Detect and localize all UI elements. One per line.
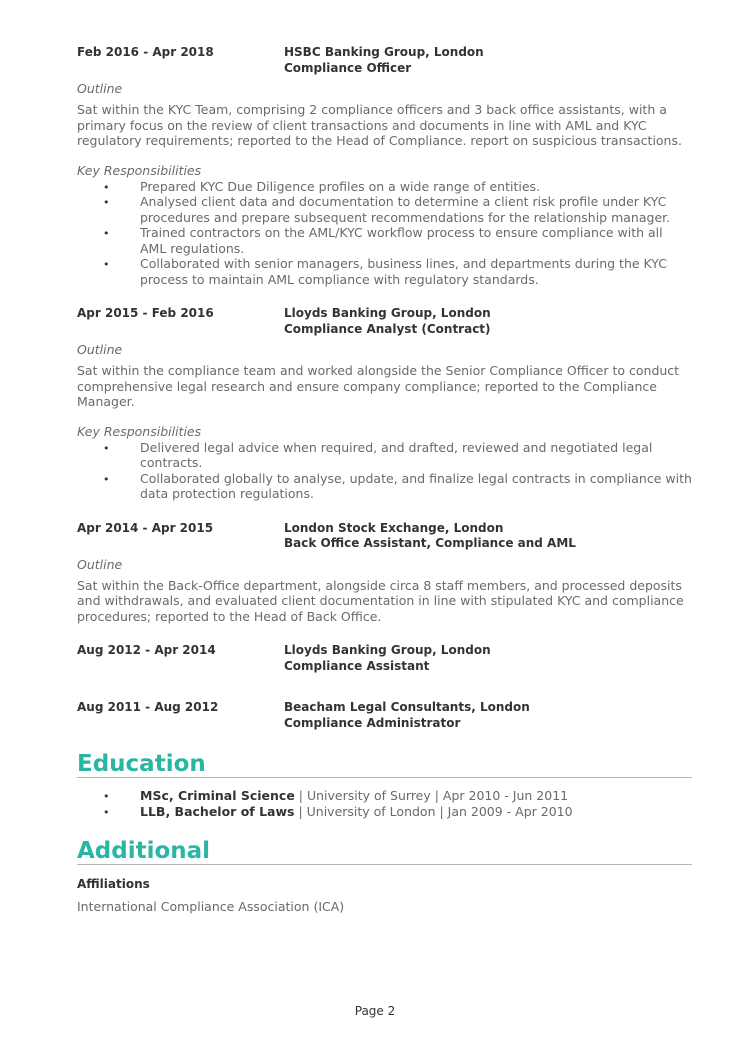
education-item [77, 804, 692, 820]
affiliations-label: Affiliations [77, 877, 150, 891]
job-company: Beacham Legal Consultants, London [284, 700, 530, 714]
list-item: • Delivered legal advice when required, and drafted, reviewed and negotiated legal contracts. [77, 440, 692, 471]
job-header [77, 643, 692, 674]
list-item: • Analysed client data and documentation to determine a client risk profile under KYC procedures and prepare subsequent recommendations for the relationship manager. [77, 194, 692, 225]
affiliations-text: International Compliance Association (ICA) [77, 899, 345, 914]
job-info [284, 45, 692, 76]
job-role: Back Office Assistant, Compliance and AML [284, 536, 576, 550]
responsibilities-list [77, 440, 692, 502]
job-company: HSBC Banking Group, London [284, 45, 484, 59]
responsibilities-label: Key Responsibilities [77, 423, 202, 439]
job-header [77, 521, 692, 552]
page-number: Page 2 [354, 1004, 396, 1018]
list-item: • Prepared KYC Due Diligence profiles on a wide range of entities. [77, 179, 692, 195]
list-item: • Trained contractors on the AML/KYC workflow process to ensure compliance with all AML regulations. [77, 225, 692, 256]
job-header [77, 700, 692, 731]
degree-name: MSc, Criminal Science [140, 788, 295, 803]
education-list [77, 788, 692, 819]
education-heading: Education [77, 751, 692, 778]
job-role: Compliance Administrator [284, 715, 461, 730]
job-dates: Apr 2015 - Feb 2016 [77, 306, 214, 320]
job-company: London Stock Exchange, London [284, 520, 504, 535]
list-item: • Collaborated globally to analyse, update, and finalize legal contracts in compliance with data protection regulations. [77, 471, 692, 502]
job-header [77, 45, 692, 76]
job-role: Compliance Officer [284, 60, 412, 75]
job-dates: Feb 2016 - Apr 2018 [77, 45, 214, 59]
outline-label: Outline [77, 556, 123, 572]
degree-name: LLB, Bachelor of Laws [140, 803, 295, 819]
job-info [284, 306, 692, 337]
job-entry-hsbc [77, 45, 692, 287]
job-dates: Aug 2012 - Apr 2014 [77, 643, 216, 657]
job-dates: Apr 2014 - Apr 2015 [77, 520, 214, 535]
job-dates: Aug 2011 - Aug 2012 [77, 700, 219, 714]
outline-text: Sat within the KYC Team, comprising 2 compliance officers and 3 back office assistants, with a primary focus on the review of client transactions and documents in line with AML and KYC regulatory requirements; reported to the Head of Compliance. report on suspicious transactions. [77, 102, 682, 148]
outline-label: Outline [77, 81, 123, 96]
job-entry-lloyds-analyst [77, 306, 692, 502]
job-info [284, 700, 692, 731]
outline-text: Sat within the compliance team and worked alongside the Senior Compliance Officer to conduct comprehensive legal research and ensure company compliance; reported to the Compliance Manager. [77, 363, 680, 409]
outline-text: Sat within the Back-Office department, alongside circa 8 staff members, and processed deposits and withdrawals, and evaluated client documentation in line with stipulated KYC and compliance procedures; reported to the Head of Back Office. [77, 577, 684, 624]
job-entry-beacham [77, 700, 692, 731]
job-header [77, 306, 692, 337]
job-company: Lloyds Banking Group, London [284, 306, 491, 320]
outline-label: Outline [77, 342, 123, 357]
job-entry-lse [77, 521, 692, 625]
job-role: Compliance Assistant [284, 658, 430, 673]
job-info [284, 643, 692, 674]
job-entry-lloyds-assistant [77, 643, 692, 674]
list-item: • Collaborated with senior managers, business lines, and departments during the KYC process to maintain AML compliance with regulatory standards. [77, 256, 692, 287]
job-role: Compliance Analyst (Contract) [284, 321, 491, 336]
responsibilities-label: Key Responsibilities [77, 162, 202, 178]
job-company: Lloyds Banking Group, London [284, 643, 491, 657]
job-info [284, 521, 692, 552]
resume-page-2 [77, 45, 692, 915]
education-item [77, 788, 692, 804]
responsibilities-list [77, 179, 692, 288]
degree-details: | University of Surrey | Apr 2010 - Jun 2011 [294, 788, 569, 803]
additional-heading: Additional [77, 838, 692, 865]
degree-details: | University of London | Jan 2009 - Apr 2010 [294, 803, 573, 819]
